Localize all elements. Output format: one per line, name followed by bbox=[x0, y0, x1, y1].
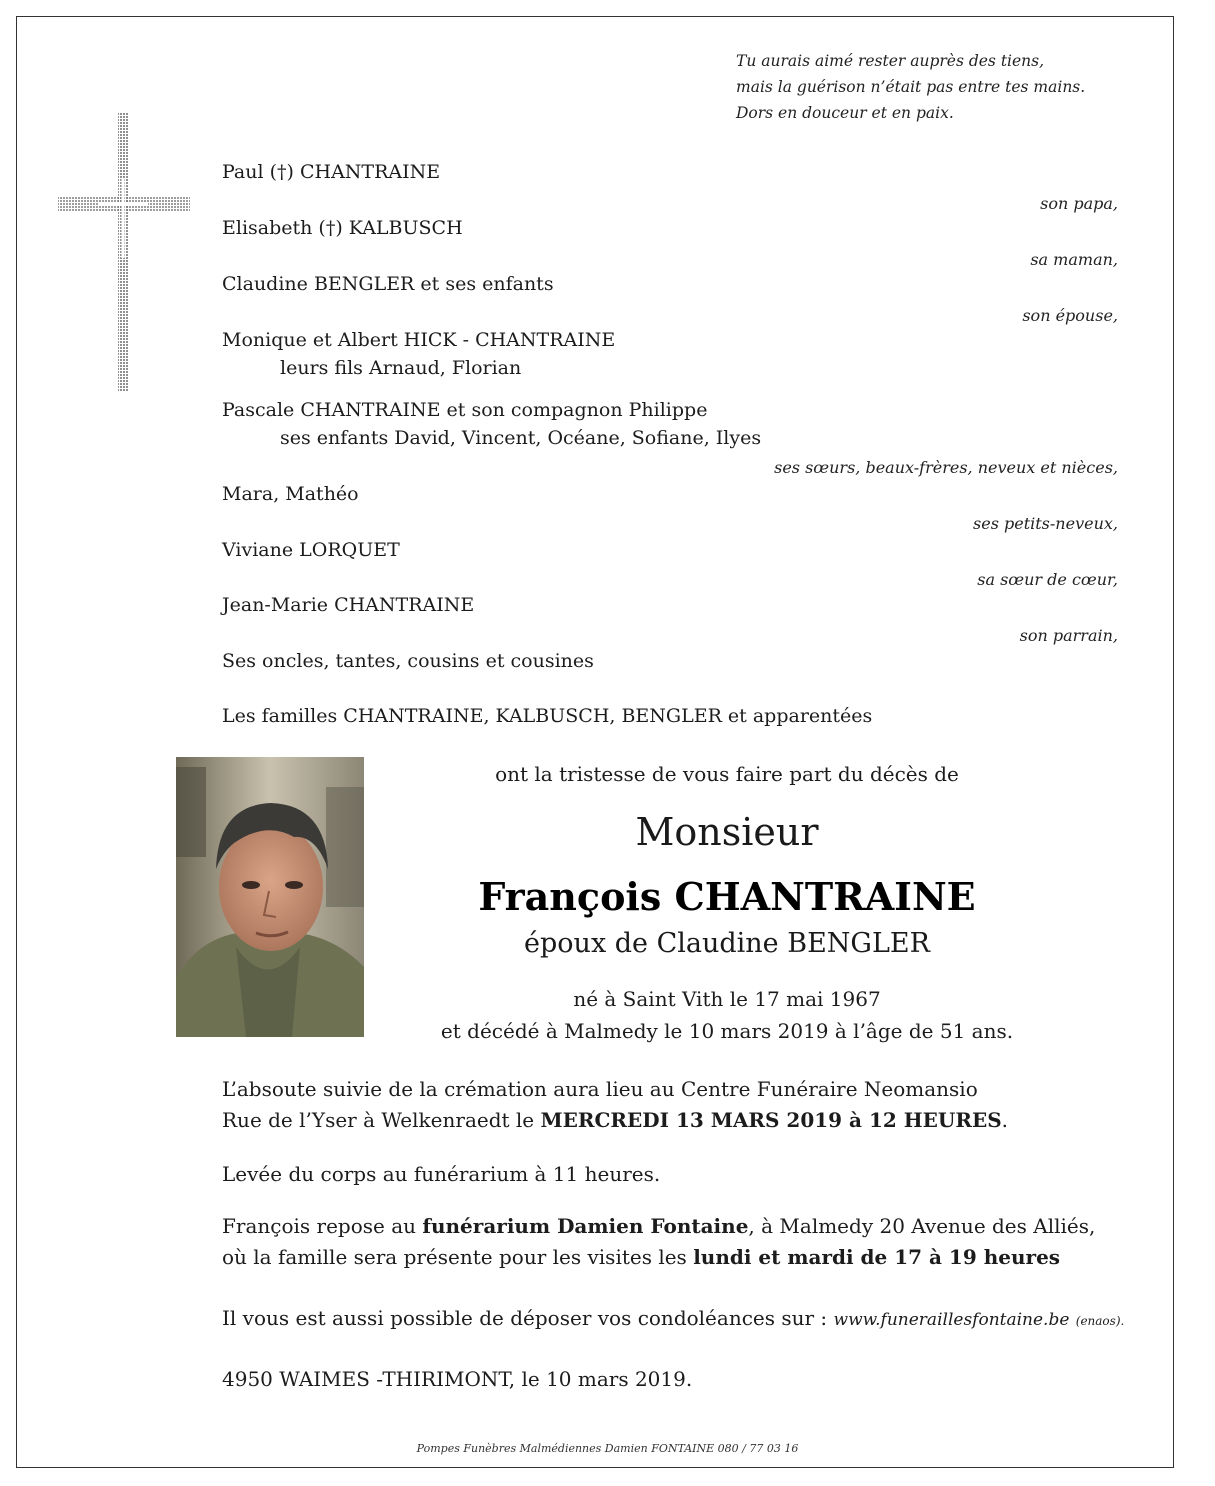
condolences-line bbox=[222, 1306, 1124, 1330]
ceremony-datetime: MERCREDI 13 MARS 2019 à 12 HEURES bbox=[540, 1108, 1002, 1132]
family-name: Monique et Albert HICK - CHANTRAINE bbox=[222, 329, 616, 351]
condolences-url[interactable]: www.funeraillesfontaine.be bbox=[833, 1310, 1070, 1330]
family-relation: son parrain, bbox=[1019, 626, 1118, 645]
repose-text: où la famille sera présente pour les visites les bbox=[222, 1245, 694, 1269]
family-subline: ses enfants David, Vincent, Océane, Sofiane, Ilyes bbox=[280, 427, 762, 449]
poem-line: Dors en douceur et en paix. bbox=[736, 104, 954, 122]
deceased-spouse: époux de Claudine BENGLER bbox=[524, 928, 930, 959]
repose-line bbox=[222, 1214, 1095, 1238]
family-name: Ses oncles, tantes, cousins et cousines bbox=[222, 650, 594, 672]
funerarium-name: funérarium Damien Fontaine bbox=[422, 1214, 749, 1238]
footer: Pompes Funèbres Malmédiennes Damien FONTAINE 080 / 77 03 16 bbox=[416, 1442, 799, 1455]
family-relation: sa sœur de cœur, bbox=[977, 570, 1118, 589]
ceremony-text: Rue de l’Yser à Welkenraedt le bbox=[222, 1108, 541, 1132]
family-relation: sa maman, bbox=[1030, 250, 1118, 269]
family-name: Viviane LORQUET bbox=[222, 539, 400, 561]
family-name: Claudine BENGLER et ses enfants bbox=[222, 273, 554, 295]
cross-icon bbox=[54, 110, 194, 395]
family-relation: ses sœurs, beaux-frères, neveux et nièces, bbox=[774, 458, 1118, 477]
family-name: Elisabeth (†) KALBUSCH bbox=[222, 217, 463, 239]
family-name: Pascale CHANTRAINE et son compagnon Philippe bbox=[222, 399, 708, 421]
announcement-intro: ont la tristesse de vous faire part du décès de bbox=[495, 762, 959, 786]
ceremony-line bbox=[222, 1108, 1008, 1132]
repose-text: François repose au bbox=[222, 1214, 423, 1238]
family-name: Jean-Marie CHANTRAINE bbox=[222, 594, 475, 616]
repose-line bbox=[222, 1245, 1060, 1269]
family-name: Les familles CHANTRAINE, KALBUSCH, BENGLER et apparentées bbox=[222, 705, 873, 727]
deceased-title: Monsieur bbox=[635, 810, 819, 854]
deceased-name: François CHANTRAINE bbox=[478, 874, 976, 919]
poem-line: mais la guérison n’était pas entre tes mains. bbox=[736, 78, 1086, 96]
family-subline: leurs fils Arnaud, Florian bbox=[280, 357, 522, 379]
family-name: Mara, Mathéo bbox=[222, 483, 359, 505]
family-relation: son épouse, bbox=[1022, 306, 1118, 325]
family-relation: son papa, bbox=[1040, 194, 1118, 213]
family-relation: ses petits-neveux, bbox=[973, 514, 1118, 533]
condolences-suffix: (enaos). bbox=[1075, 1314, 1125, 1328]
visit-hours: lundi et mardi de 17 à 19 heures bbox=[693, 1245, 1061, 1269]
family-name: Paul (†) CHANTRAINE bbox=[222, 161, 441, 183]
place-date: 4950 WAIMES -THIRIMONT, le 10 mars 2019. bbox=[222, 1367, 693, 1391]
ceremony-text: . bbox=[1001, 1108, 1009, 1132]
levee-text: Levée du corps au funérarium à 11 heures. bbox=[222, 1162, 661, 1186]
birth-info: né à Saint Vith le 17 mai 1967 bbox=[573, 987, 881, 1011]
poem-line: Tu aurais aimé rester auprès des tiens, bbox=[736, 52, 1045, 70]
poem bbox=[736, 48, 1085, 126]
death-info: et décédé à Malmedy le 10 mars 2019 à l’âge de 51 ans. bbox=[440, 1019, 1014, 1043]
repose-text: , à Malmedy 20 Avenue des Alliés, bbox=[748, 1214, 1096, 1238]
condolences-text: Il vous est aussi possible de déposer vos condoléances sur : bbox=[222, 1306, 834, 1330]
ceremony-line: L’absoute suivie de la crémation aura lieu au Centre Funéraire Neomansio bbox=[222, 1077, 978, 1101]
